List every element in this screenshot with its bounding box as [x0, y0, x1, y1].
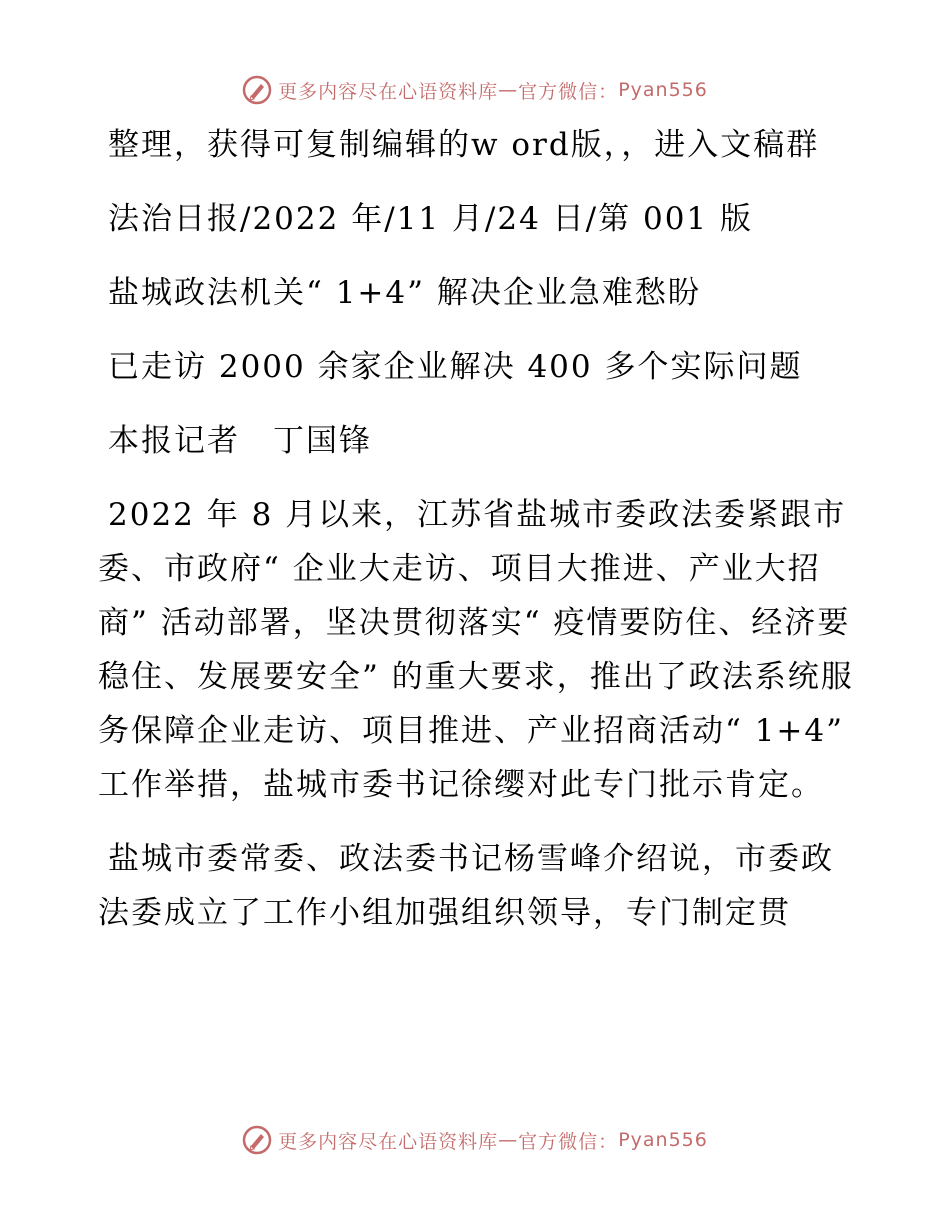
- watermark-dash: —: [498, 1129, 519, 1151]
- footer-watermark: [0, 1120, 950, 1160]
- header-watermark: [0, 70, 950, 110]
- subheadline: 已走访 2000 余家企业解决 400 多个实际问题: [108, 349, 803, 385]
- intro-line: 整理，获得可复制编辑的w ord版，，进入文稿群: [108, 127, 820, 163]
- body-paragraph: 2022 年 8 月以来，江苏省盐城市委政法委紧跟市委、市政府“ 企业大走访、项目大推进、产业大招商” 活动部署，坚决贯彻落实“ 疫情要防住、经济要稳住、发展要安全” 的重大要求，推出了政法系统服务保障企业走访、项目推进、产业招商活动“ 1+4” 工作举措，盐城市委书记徐缨对此专门批示肯定。: [98, 497, 854, 803]
- headline: 盐城政法机关“ 1+4” 解决企业急难愁盼: [108, 275, 701, 311]
- pen-circle-icon: [242, 1125, 272, 1155]
- pen-circle-icon: [242, 75, 272, 105]
- watermark-dash: —: [498, 79, 519, 101]
- watermark-brand: 更多内容尽在心语资料库: [278, 80, 499, 103]
- body-paragraph: 盐城市委常委、政法委书记杨雪峰介绍说，市委政法委成立了工作小组加强组织领导，专门制定贯: [98, 841, 834, 931]
- byline: 本报记者 丁国锋: [108, 423, 372, 459]
- watermark-brand: 更多内容尽在心语资料库: [278, 1130, 499, 1153]
- watermark-contact-id: Pyan556: [618, 1129, 708, 1151]
- source-line: 法治日报/2022 年/11 月/24 日/第 001 版: [108, 201, 754, 237]
- watermark-contact-id: Pyan556: [618, 79, 708, 101]
- watermark-contact-label: 官方微信：: [518, 80, 619, 103]
- watermark-contact-label: 官方微信：: [518, 1130, 619, 1153]
- document-body: [98, 118, 858, 960]
